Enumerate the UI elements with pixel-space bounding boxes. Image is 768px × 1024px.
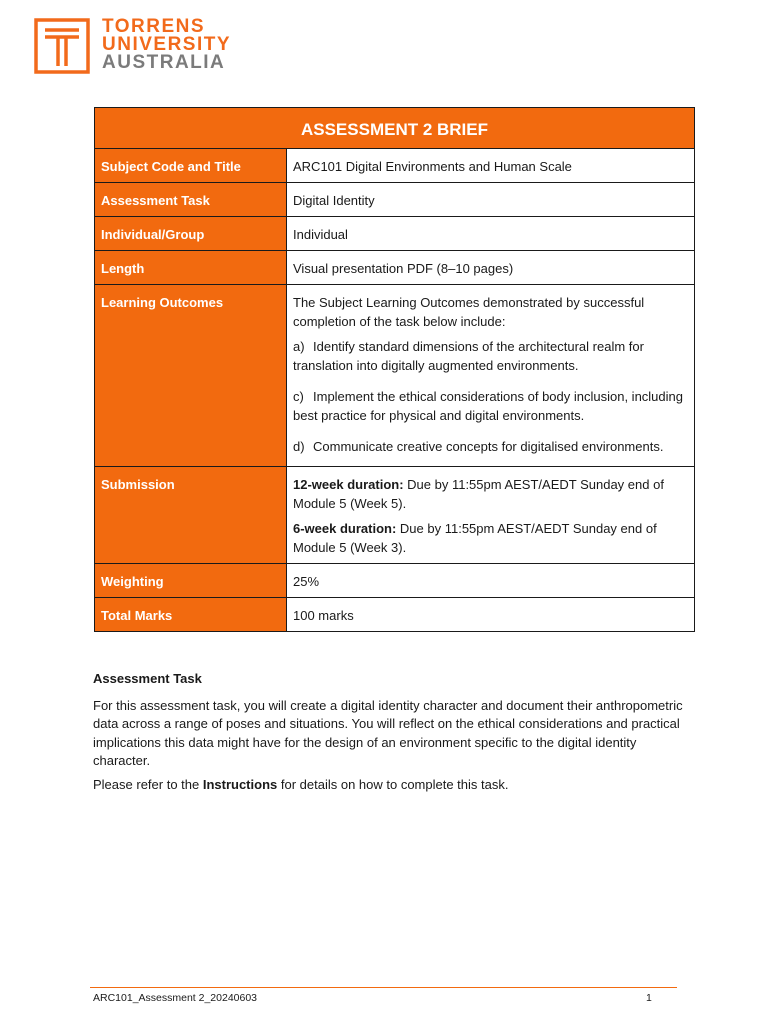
- submission-12-week: [293, 475, 688, 513]
- assessment-task-section: [93, 670, 693, 799]
- submission-label: Submission: [95, 467, 287, 564]
- weighting-label: Weighting: [95, 564, 287, 598]
- outcome-text: Communicate creative concepts for digitalised environments.: [313, 439, 664, 454]
- table-row: [95, 183, 695, 217]
- marks-label: Total Marks: [95, 598, 287, 632]
- footer-divider: [90, 987, 677, 988]
- submission-value: [287, 467, 695, 564]
- group-label: Individual/Group: [95, 217, 287, 251]
- weighting-value: 25%: [287, 564, 695, 598]
- submission-6-week-label: 6-week duration:: [293, 521, 397, 536]
- submission-12-week-label: 12-week duration:: [293, 477, 404, 492]
- instructions-reference: Instructions: [202, 776, 278, 792]
- table-row: [95, 285, 695, 467]
- torrens-t-logo-icon: [34, 18, 90, 74]
- page-number: 1: [646, 992, 652, 1004]
- task-label: Assessment Task: [95, 183, 287, 217]
- outcomes-label: Learning Outcomes: [95, 285, 287, 467]
- length-label: Length: [95, 251, 287, 285]
- footer-doc-id: ARC101_Assessment 2_20240603: [93, 992, 258, 1004]
- logo-wordmark: [102, 18, 231, 72]
- group-value: Individual: [287, 217, 695, 251]
- logo-line-torrens: TORRENS: [102, 16, 206, 37]
- para-prefix: Please refer to the: [93, 776, 203, 792]
- outcome-marker: d): [293, 439, 305, 454]
- outcome-text: Identify standard dimensions of the architectural realm for translation into digitally augmented environments.: [293, 339, 644, 373]
- section-paragraph-instructions: [93, 776, 693, 795]
- para-suffix: for details on how to complete this task.: [277, 776, 509, 792]
- marks-value: 100 marks: [287, 598, 695, 632]
- task-value: Digital Identity: [287, 183, 695, 217]
- submission-12-week-text: Due by 11:55pm AEST/AEDT Sunday end of Module 5 (Week 5).: [293, 477, 664, 511]
- table-row: [95, 467, 695, 564]
- assessment-brief-table: [94, 107, 695, 632]
- table-row: [95, 251, 695, 285]
- outcomes-value: [287, 285, 695, 467]
- table-row: [95, 217, 695, 251]
- subject-value: ARC101 Digital Environments and Human Scale: [287, 149, 695, 183]
- submission-6-week: [293, 519, 688, 557]
- outcome-text: Implement the ethical considerations of body inclusion, including best practice for physical and digital environments.: [293, 389, 683, 423]
- university-logo: [34, 18, 231, 74]
- logo-line-university: UNIVERSITY: [102, 34, 232, 55]
- brief-title: ASSESSMENT 2 BRIEF: [95, 108, 695, 149]
- table-row: [95, 149, 695, 183]
- section-heading: Assessment Task: [93, 671, 202, 686]
- subject-label: Subject Code and Title: [95, 149, 287, 183]
- table-row: [95, 564, 695, 598]
- submission-6-week-text: Due by 11:55pm AEST/AEDT Sunday end of Module 5 (Week 3).: [293, 521, 657, 555]
- section-paragraph: For this assessment task, you will create a digital identity character and document their anthropometric data across a range of poses and situations. You will reflect on the ethical considerations and practical implications this data might have for the design of an environment specific to the digital identity character.: [93, 697, 683, 768]
- outcomes-intro: The Subject Learning Outcomes demonstrated by successful completion of the task below include:: [293, 295, 645, 329]
- outcome-marker: c): [293, 389, 304, 404]
- outcome-item: [293, 437, 688, 456]
- logo-line-australia: AUSTRALIA: [102, 52, 226, 73]
- length-value: Visual presentation PDF (8–10 pages): [287, 251, 695, 285]
- outcome-item: [293, 387, 688, 425]
- table-row: [95, 598, 695, 632]
- outcome-marker: a): [293, 339, 305, 354]
- outcome-item: [293, 337, 688, 375]
